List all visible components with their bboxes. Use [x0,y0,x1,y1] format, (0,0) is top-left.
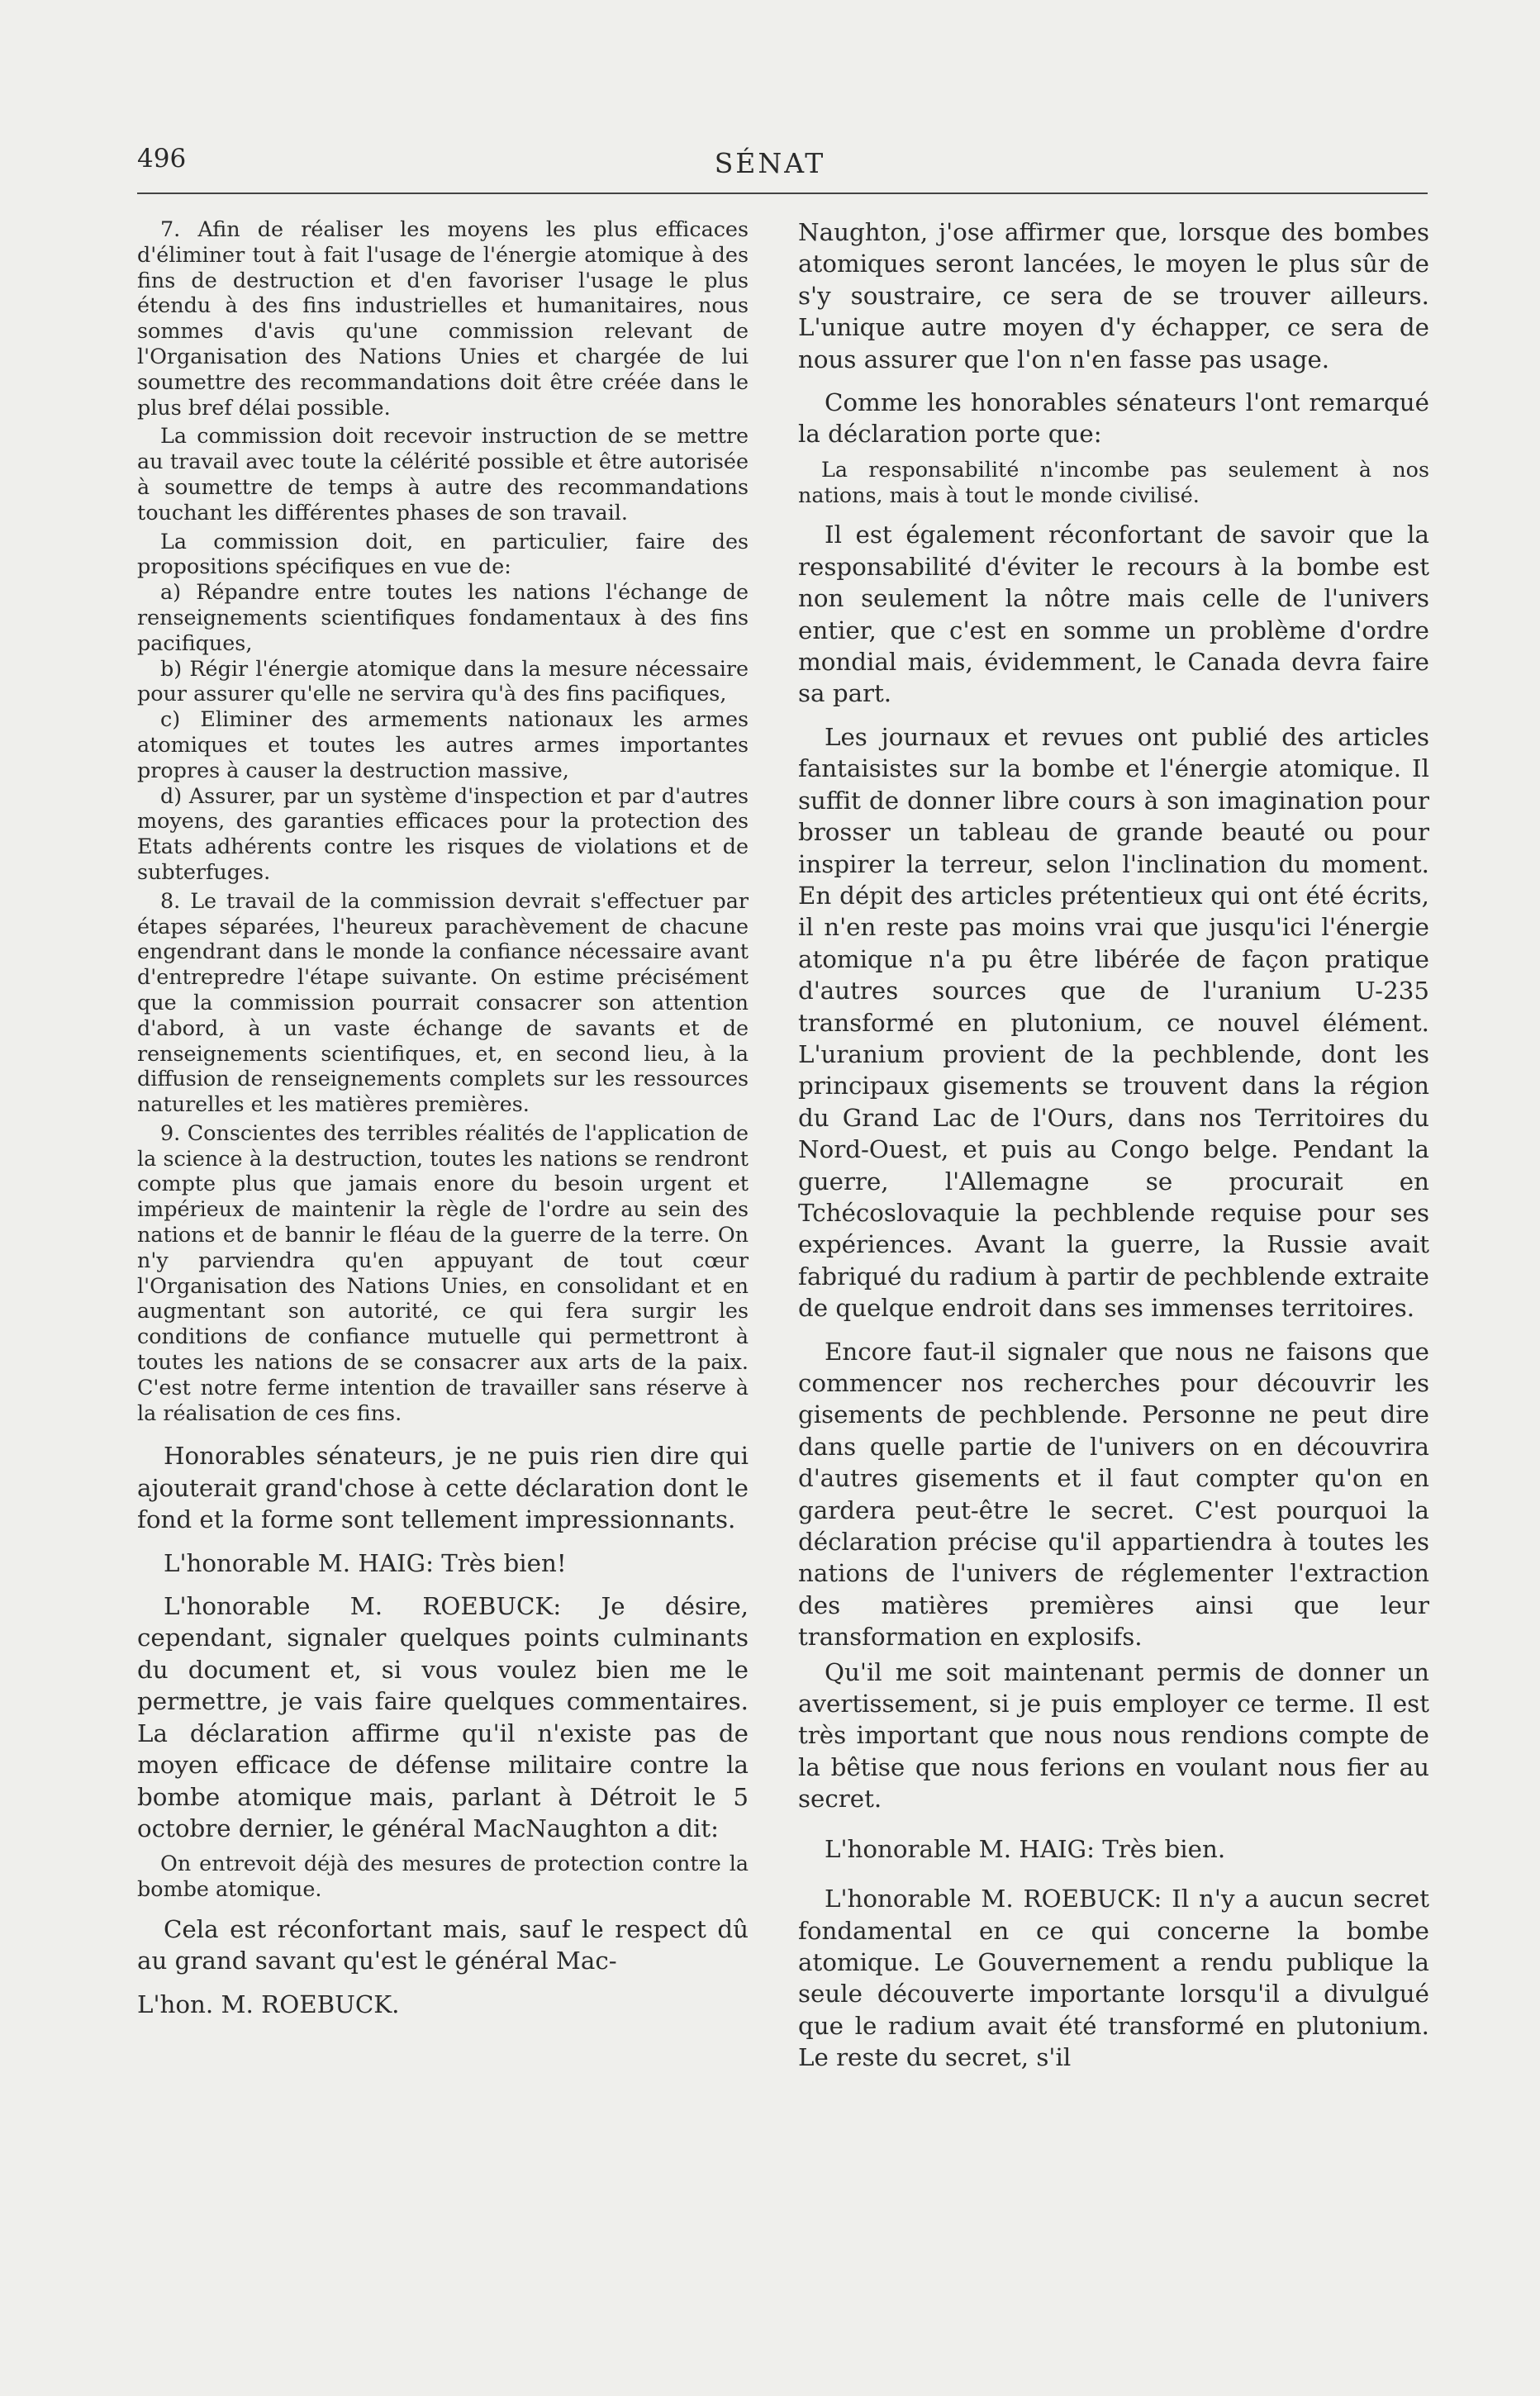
declaration-excerpt [137,216,749,1425]
paragraph-comme: Comme les honorables sénateurs l'ont remarqué la déclaration porte que: [798,388,1429,449]
paragraph-cela: Cela est réconfortant mais, sauf le respect dû au grand savant qu'est le général Mac- [137,1914,749,1975]
paragraph-item-7: 7. Afin de réaliser les moyens les plus efficaces d'éliminer tout à fait l'usage de l'énergie atomique à des fins de destruction et d'en favoriser l'usage le plus étendu à des fins industrielles et humanitaires, nous sommes d'avis qu'une commission relevant de l'Organisation des Nations Unies et chargée de lui soumettre des recommandations doit être créée dans le plus bref délai possible. [137,216,749,420]
paragraph-item-8: 8. Le travail de la commission devrait s'effectuer par étapes séparées, l'heureux parachèvement de chacune engendrant dans le monde la confiance nécessaire avant d'entrepredre l'étape suivante. On estime précisément que la commission pourrait consacrer son attention d'abord, à un vaste échange de savants et de renseignements scientifiques, et, en second lieu, à la diffusion de renseignements complets sur les ressources naturelles et les matières premières. [137,887,749,1117]
header-divider [137,193,1428,194]
paragraph-haig-2: L'honorable M. HAIG: Très bien. [825,1834,1226,1863]
list-item-c: c) Eliminer des armements nationaux les armes atomiques et toutes les autres armes importantes propres à causer la destruction massive, [137,706,749,782]
debate-text [137,1440,749,2020]
paragraph-roebuck: L'honorable M. ROEBUCK: Je désire, cependant, signaler quelques points culminants du document et, si vous voulez bien me le permettre, je vais faire quelques commentaires. La déclaration affirme qu'il n'existe pas de moyen efficace de défense militaire contre la bombe atomique mais, parlant à Détroit le 5 octobre dernier, le général MacNaughton a dit: [137,1592,749,1842]
signature: L'hon. M. ROEBUCK. [137,1990,400,2018]
list-item-d: d) Assurer, par un système d'inspection et par d'autres moyens, des garanties efficaces pour la protection des Etats adhérents contre les risques de violations et de subterfuges. [137,782,749,884]
left-column [137,216,749,2020]
paragraph-item-9: 9. Conscientes des terribles réalités de l'application de la science à la destruction, toutes les nations se rendront compte plus que jamais enore du besoin urgent et impérieux de maintenir la règle de l'ordre au sein des nations et de bannir le fléau de la guerre de la terre. On n'y parviendra qu'en appuyant de tout cœur l'Organisation des Nations Unies, en consolidant et en augmentant son autorité, ce qui fera surgir les conditions de confiance mutuelle qui permettront à toutes les nations de se consacrer aux arts de la paix. C'est notre ferme intention de travailler sans réserve à la réalisation de ces fins. [137,1120,749,1425]
page-number: 496 [137,144,187,174]
paragraph-encore: Encore faut-il signaler que nous ne faisons que commencer nos recherches pour découvrir les gisements de pechblende. Personne ne peut dire dans quelle partie de l'univers on en découvrira d'autres gisements et il faut compter qu'on en gardera peut-être le secret. C'est pourquoi la déclaration précise qu'il appartiendra à toutes les nations de l'univers de réglementer l'extraction des matières premières ainsi que leur transformation en explosifs. [798,1337,1429,1652]
paragraph-reconfortant: Il est également réconfortant de savoir que la responsabilité d'éviter le recours à la bombe est non seulement la nôtre mais celle de l'univers entier, que c'est en somme un problème d'ordre mondial mais, évidemment, le Canada devra faire sa part. [798,521,1429,708]
paragraph-naughton: Naughton, j'ose affirmer que, lorsque des bombes atomiques seront lancées, le moyen le plus sûr de s'y soustraire, ce sera de se trouver ailleurs. L'unique autre moyen d'y échapper, ce sera de nous assurer que l'on n'en fasse pas usage. [798,218,1429,373]
quote-responsabilite: La responsabilité n'incombe pas seulement à nos nations, mais à tout le monde civilisé. [798,456,1429,507]
quote-macnaughton: On entrevoit déjà des mesures de protection contre la bombe atomique. [137,1851,749,1902]
paragraph-journaux: Les journaux et revues ont publié des articles fantaisistes sur la bombe et l'énergie atomique. Il suffit de donner libre cours à son imagination pour brosser un tableau de grande beauté ou pour inspirer la terreur, selon l'inclination du moment. En dépit des articles prétentieux qui ont été écrits, il n'en reste pas moins vrai que jusqu'ici l'énergie atomique n'a pu être libérée de façon pratique d'autres sources que de l'uranium U-235 transformé en plutonium, ce nouvel élément. L'uranium provient de la pechblende, dont les principaux gisements se trouvent dans la région du Grand Lac de l'Ours, dans nos Territoires du Nord-Ouest, et puis au Congo belge. Pendant la guerre, l'Allemagne se procurait en Tchécoslovaquie la pechblende requise pour ses expériences. Avant la guerre, la Russie avait fabriqué du radium à partir de pechblende extraite de quelque endroit dans ses immenses territoires. [798,722,1429,1323]
paragraph-particulier: La commission doit, en particulier, faire des propositions spécifiques en vue de: [137,528,749,579]
paragraph-instruction: La commission doit recevoir instruction de se mettre au travail avec toute la célérité possible et être autorisée à soumettre de temps à autre des recommandations touchant les différentes phases de son travail. [137,423,749,525]
paragraph-haig: L'honorable M. HAIG: Très bien! [164,1548,567,1577]
page-title: SÉNAT [714,147,826,179]
paragraph-avertissement: Qu'il me soit maintenant permis de donner un avertissement, si je puis employer ce terme. Il est très important que nous nous rendions compte de la bêtise que nous ferions en voulant nous fier au secret. [798,1657,1429,1814]
right-column [798,216,1429,2074]
paragraph-honorables: Honorables sénateurs, je ne puis rien dire qui ajouterait grand'chose à cette déclaration dont le fond et la forme sont tellement impressionnants. [137,1442,749,1534]
list-item-b: b) Régir l'énergie atomique dans la mesure nécessaire pour assurer qu'elle ne servira qu'à des fins pacifiques, [137,655,749,706]
paragraph-roebuck-2: L'honorable M. ROEBUCK: Il n'y a aucun secret fondamental en ce qui concerne la bombe atomique. Le Gouvernement a rendu publique la seule découverte importante lorsqu'il a divulgué que le radium avait été transformé en plutonium. Le reste du secret, s'il [798,1885,1429,2072]
right-column-text [798,216,1429,2074]
list-item-a: a) Répandre entre toutes les nations l'échange de renseignements scientifiques fondamentaux à des fins pacifiques, [137,579,749,655]
